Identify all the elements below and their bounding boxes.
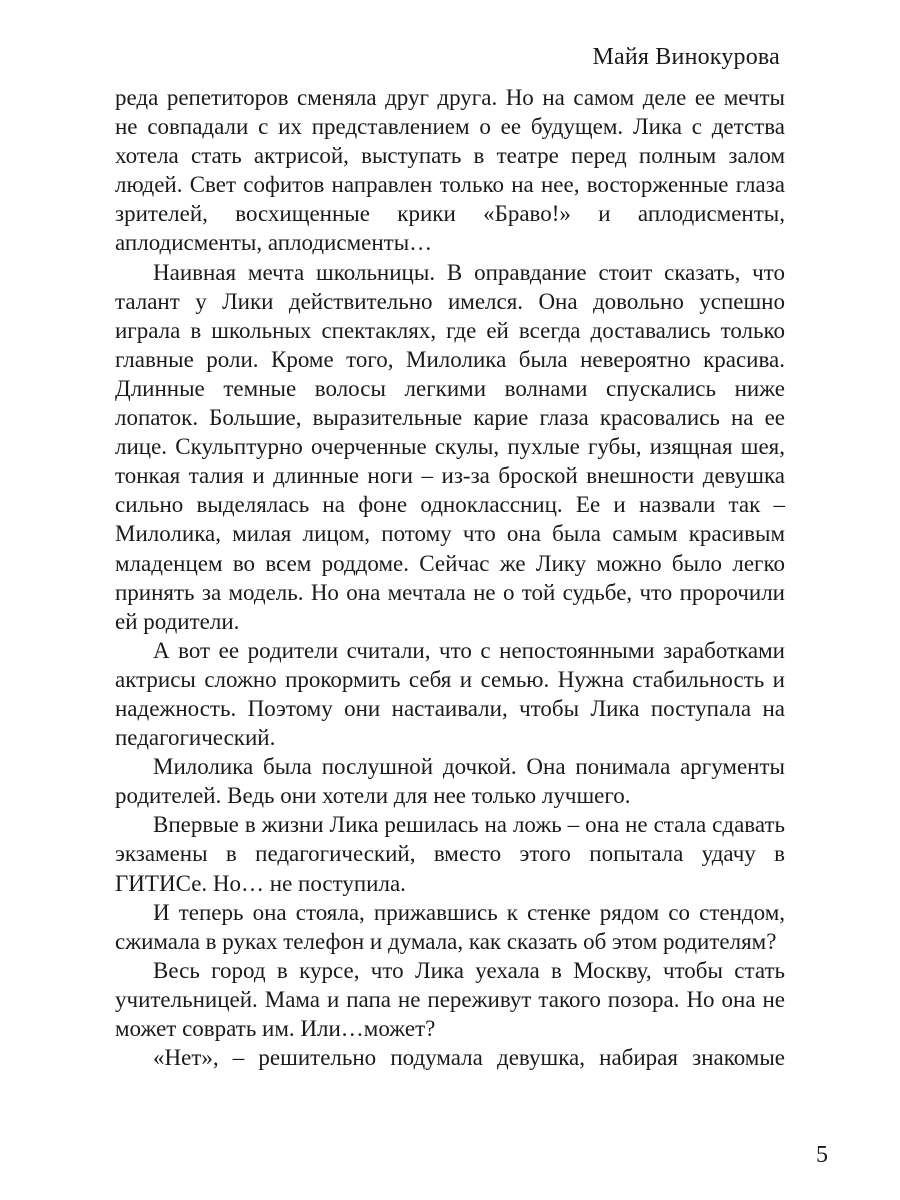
page-number: 5 — [816, 1142, 828, 1168]
paragraph-6: И теперь она стояла, прижавшись к стенке рядом со стендом, сжимала в руках телефон и думала, как сказать об этом родителям? — [115, 899, 785, 954]
body-text — [115, 83, 785, 1072]
paragraph-7: Весь город в курсе, что Лика уехала в Москву, чтобы стать учительницей. Мама и папа не переживут такого позора. Но она не может соврать им. Или…может? — [115, 957, 785, 1041]
paragraph-5: Впервые в жизни Лика решилась на ложь – она не стала сдавать экзамены в педагогический, вместо этого попытала удачу в ГИТИСе. Но… не поступила. — [115, 812, 785, 896]
paragraph-8: «Нет», – решительно подумала девушка, набирая знакомые — [153, 1045, 785, 1071]
running-header-author: Майя Винокурова — [592, 44, 780, 70]
paragraph-4: Милолика была послушной дочкой. Она понимала аргументы родителей. Ведь они хотели для нее только лучшего. — [115, 754, 785, 809]
paragraph-3: А вот ее родители считали, что с непостоянными заработками актрисы сложно прокормить себя и семью. Нужна стабильность и надежность. Поэтому они настаивали, чтобы Лика поступала на педагогический. — [115, 637, 785, 751]
paragraph-2: Наивная мечта школьницы. В оправдание стоит сказать, что талант у Лики действительно имелся. Она довольно успешно играла в школьных спектаклях, где ей всегда доставались только главные роли. Кроме того, Милолика была невероятно красива. Длинные темные волосы легкими волнами спускались ниже лопаток. Большие, выразительные карие глаза красовались на ее лице. Скульптурно очерченные скулы, пухлые губы, изящная шея, тонкая талия и длинные ноги – из-за броской внешности девушка сильно выделялась на фоне одноклассниц. Ее и назвали так – Милолика, милая лицом, потому что она была самым красивым младенцем во всем роддоме. Сейчас же Лику можно было легко принять за модель. Но она мечтала не о той судьбе, что пророчили ей родители. — [115, 259, 785, 634]
paragraph-1: реда репетиторов сменяла друг друга. Но на самом деле ее мечты не совпадали с их представлением о ее будущем. Лика с детства хотела стать актрисой, выступать в театре перед полным залом людей. Свет софитов направлен только на нее, восторженные глаза зрителей, восхищенные крики «Браво!» и аплодисменты, аплодисменты, аплодисменты… — [115, 85, 785, 256]
